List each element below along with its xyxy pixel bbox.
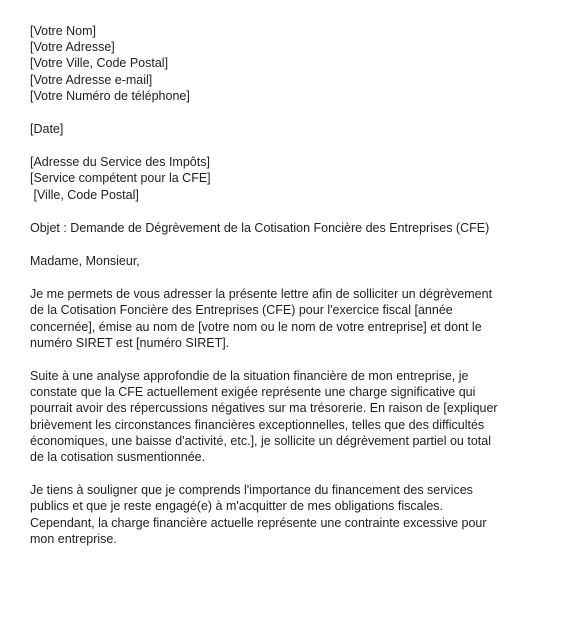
paragraph-3 — [30, 482, 545, 547]
spacer — [30, 104, 545, 121]
paragraph-line: de la cotisation susmentionnée. — [30, 450, 206, 465]
paragraph-line: concernée], émise au nom de [votre nom ou le nom de votre entreprise] et dont le — [30, 319, 482, 334]
paragraph-line: Je tiens à souligner que je comprends l'importance du financement des services — [30, 483, 473, 498]
paragraph-line: économiques, une baisse d'activité, etc.], je sollicite un dégrèvement partiel ou total — [30, 433, 491, 448]
sender-block — [30, 23, 545, 104]
paragraph-line: de la Cotisation Foncière des Entreprises (CFE) pour l'exercice fiscal [année — [30, 303, 453, 318]
paragraph-line: Suite à une analyse approfondie de la situation financière de mon entreprise, je — [30, 369, 469, 384]
letter-salutation: Madame, Monsieur, — [30, 254, 140, 269]
recipient-service: [Service compétent pour la CFE] — [30, 171, 211, 186]
recipient-office: [Adresse du Service des Impôts] — [30, 155, 210, 170]
paragraph-line: numéro SIRET est [numéro SIRET]. — [30, 335, 230, 350]
spacer — [30, 351, 545, 368]
paragraph-line: Cependant, la charge financière actuelle représente une contrainte excessive pour — [30, 515, 487, 530]
sender-address: [Votre Adresse] — [30, 40, 115, 55]
paragraph-line: Je me permets de vous adresser la présente lettre afin de solliciter un dégrèvement — [30, 287, 493, 302]
spacer — [30, 137, 545, 154]
sender-name: [Votre Nom] — [30, 24, 96, 38]
paragraph-line: brièvement les circonstances financières exceptionnelles, telles que des difficultés — [30, 417, 485, 432]
paragraph-line: constate que la CFE actuellement exigée représente une charge significative qui — [30, 385, 476, 400]
paragraph-2 — [30, 368, 545, 465]
spacer — [30, 203, 545, 220]
salutation-block — [30, 253, 545, 269]
subject-block — [30, 220, 545, 236]
letter-subject: Objet : Demande de Dégrèvement de la Cotisation Foncière des Entreprises (CFE) — [30, 220, 490, 235]
spacer — [30, 269, 545, 286]
letter-date: [Date] — [30, 122, 64, 137]
paragraph-line: mon entreprise. — [30, 531, 117, 546]
paragraph-line: publics et que je reste engagé(e) à m'acquitter de mes obligations fiscales. — [30, 499, 444, 514]
recipient-city-postal: [Ville, Code Postal] — [30, 187, 139, 202]
sender-city-postal: [Votre Ville, Code Postal] — [30, 56, 169, 71]
paragraph-line: pourrait avoir des répercussions négatives sur ma trésorerie. En raison de [expliquer — [30, 401, 498, 416]
sender-email: [Votre Adresse e-mail] — [30, 72, 153, 87]
date-block — [30, 121, 545, 137]
sender-phone: [Votre Numéro de téléphone] — [30, 88, 190, 103]
spacer — [30, 236, 545, 253]
paragraph-1 — [30, 286, 545, 351]
recipient-block — [30, 154, 545, 203]
spacer — [30, 465, 545, 482]
